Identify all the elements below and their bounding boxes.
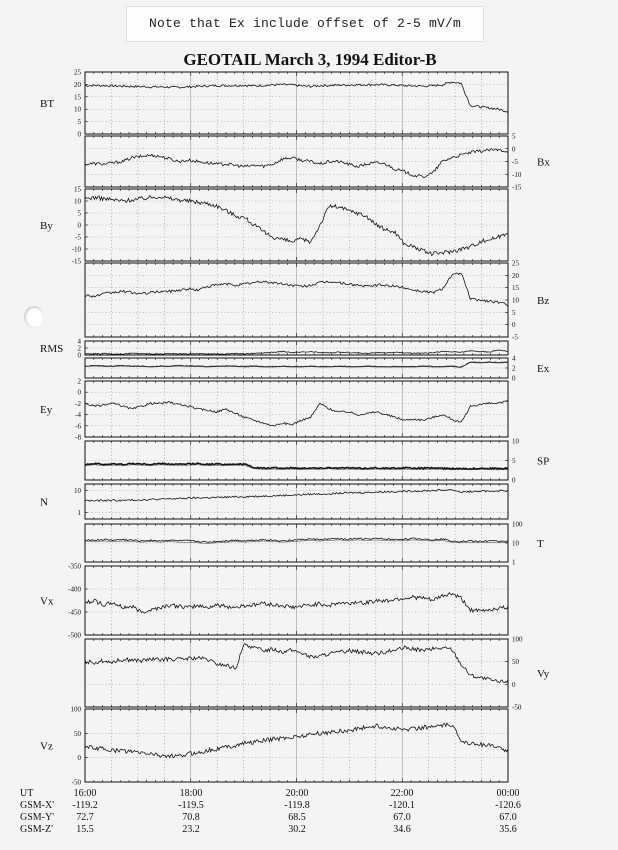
panel-ex-label: Ex <box>537 363 550 375</box>
panel-bz-tick-3: 10 <box>512 296 519 305</box>
panel-bt-tick-2: 15 <box>74 93 81 102</box>
panel-ey-tick-1: 0 <box>77 388 81 397</box>
footer-y-1: 70.8 <box>182 812 200 823</box>
panel-vx-grid <box>85 566 508 635</box>
panel-rms-tick-2: 0 <box>77 351 81 360</box>
panel-bx-tick-2: -5 <box>512 158 518 166</box>
panel-bz-tick-5: 0 <box>512 321 516 330</box>
panel-vy-label: Vy <box>537 668 550 680</box>
panel-n-tick-1: 1 <box>77 508 81 517</box>
panel-ey-tick-5: -8 <box>75 433 81 442</box>
panel-ex <box>85 355 550 383</box>
footer-ut-4: 00:00 <box>496 788 520 799</box>
footer-ut-1: 18:00 <box>179 788 203 799</box>
panel-vz-tick-3: -50 <box>71 778 81 787</box>
panel-vx-label: Vx <box>40 595 54 608</box>
panel-vz-label: Vz <box>40 740 53 753</box>
panel-by-tick-3: 0 <box>77 221 81 230</box>
panel-bz-grid <box>85 263 508 337</box>
footer-table <box>0 786 618 846</box>
panel-vz-grid <box>85 709 508 782</box>
panel-bt-label: BT <box>40 98 55 110</box>
panel-t-tick-2: 1 <box>512 558 516 567</box>
footer-y-3: 67.0 <box>393 812 411 823</box>
panel-ey-tick-4: -6 <box>75 422 81 431</box>
footer-x-3: -120.1 <box>389 800 415 811</box>
panel-bz-tick-0: 25 <box>512 259 519 268</box>
panel-rms-label: RMS <box>40 343 64 355</box>
panel-sp-tick-1: 5 <box>512 457 516 465</box>
panel-rms <box>40 338 508 360</box>
footer-x-4: -120.6 <box>495 800 521 811</box>
panel-by-tick-6: -15 <box>71 257 81 266</box>
panel-t-tick-1: 10 <box>512 539 519 548</box>
panel-bz-tick-2: 15 <box>512 284 519 293</box>
panel-by-tick-0: 15 <box>74 185 81 194</box>
footer-z-2: 30.2 <box>288 824 306 835</box>
footer-z-0: 15.5 <box>76 824 94 835</box>
panel-vy-tick-1: 50 <box>512 658 519 667</box>
panel-rms-tick-0: 4 <box>77 337 81 346</box>
page-title: GEOTAIL March 3, 1994 Editor-B <box>183 50 437 69</box>
panel-t-label: T <box>537 538 544 550</box>
panel-rms-tick-1: 2 <box>77 344 81 353</box>
footer-label-ut: UT <box>20 788 34 799</box>
footer-z-3: 34.6 <box>393 824 411 835</box>
panel-bx-tick-1: 0 <box>512 145 516 154</box>
panel-vx-tick-0: -350 <box>68 562 81 571</box>
footer-ut-0: 16:00 <box>73 788 97 799</box>
panel-vz-tick-2: 0 <box>77 754 81 763</box>
panel-ey-grid <box>85 381 508 437</box>
footer-ut-3: 22:00 <box>390 788 414 799</box>
panel-vy <box>85 636 550 712</box>
panel-ey-tick-3: -4 <box>75 411 81 420</box>
panel-t-grid <box>85 524 508 562</box>
panel-by-tick-5: -10 <box>71 245 81 254</box>
panel-bt-tick-0: 25 <box>74 68 81 77</box>
panel-ey-label: Ey <box>40 404 53 416</box>
footer-z-4: 35.6 <box>499 824 517 835</box>
panel-bz-tick-1: 20 <box>512 271 519 280</box>
note-banner: Note that Ex include offset of 2-5 mV/m <box>126 6 484 42</box>
panel-sp-tick-2: 0 <box>512 476 516 485</box>
footer-x-0: -119.2 <box>72 800 98 811</box>
panel-bz-tick-4: 5 <box>512 308 516 317</box>
panel-sp-grid <box>85 441 508 480</box>
panel-bx-tick-3: -10 <box>512 170 522 179</box>
panel-sp-tick-0: 10 <box>512 437 519 446</box>
footer-y-2: 68.5 <box>288 812 306 823</box>
panel-sp <box>85 438 549 485</box>
panel-by-grid <box>85 189 508 261</box>
panel-ex-tick-1: 2 <box>512 364 516 373</box>
footer-label-gsm-x: GSM-X' <box>20 800 55 811</box>
panel-bx-tick-0: 5 <box>512 132 516 141</box>
footer-y-0: 72.7 <box>76 812 94 823</box>
panel-bt-tick-5: 0 <box>77 130 81 139</box>
panel-by-tick-4: -5 <box>75 233 81 242</box>
panel-by-tick-1: 10 <box>74 197 81 206</box>
panel-bx <box>85 133 550 192</box>
footer-z-1: 23.2 <box>182 824 200 835</box>
panel-t-tick-0: 100 <box>512 520 523 529</box>
panel-bt-grid <box>85 72 508 134</box>
panel-bx-tick-4: -15 <box>512 183 522 192</box>
panel-bt-tick-1: 20 <box>74 80 81 89</box>
panel-vy-tick-0: 100 <box>512 635 523 644</box>
panel-ey-tick-0: 2 <box>77 377 81 386</box>
footer-x-1: -119.5 <box>178 800 204 811</box>
panel-vx-tick-1: -400 <box>68 585 81 594</box>
punch-hole <box>24 306 44 328</box>
panel-by-tick-2: 5 <box>77 209 81 218</box>
panel-n-tick-0: 10 <box>74 487 81 496</box>
footer-ut-2: 20:00 <box>285 788 309 799</box>
panel-ey <box>40 378 508 442</box>
footer-y-4: 67.0 <box>499 812 517 823</box>
panel-vy-tick-2: 0 <box>512 680 516 689</box>
panel-ex-tick-2: 0 <box>512 374 516 383</box>
panel-bx-label: Bx <box>537 156 550 169</box>
panel-bt-tick-4: 5 <box>77 118 81 127</box>
panel-by-label: By <box>40 220 53 232</box>
footer-x-2: -119.8 <box>284 800 310 811</box>
panel-by <box>40 186 508 266</box>
panel-vz-tick-0: 100 <box>70 705 81 714</box>
panel-vx-tick-3: -500 <box>68 631 81 640</box>
panel-vz-tick-1: 50 <box>74 729 81 738</box>
panel-bx-grid <box>85 136 508 187</box>
panel-ex-tick-0: 4 <box>512 354 516 363</box>
panel-bt <box>40 69 508 139</box>
panel-n-grid <box>85 484 508 519</box>
panel-vx <box>40 563 508 640</box>
panel-n <box>40 484 508 519</box>
panel-bz <box>85 260 549 342</box>
panel-sp-label: SP <box>537 455 550 468</box>
panel-bz-tick-6: -5 <box>512 333 518 342</box>
footer-label-gsm-z: GSM-Z' <box>20 824 53 835</box>
panel-n-label: N <box>40 496 48 509</box>
panel-vx-tick-2: -450 <box>68 608 81 617</box>
panel-bz-label: Bz <box>537 295 550 307</box>
panel-ey-tick-2: -2 <box>75 399 81 408</box>
panel-vy-grid <box>85 639 508 707</box>
panel-vy-tick-3: -50 <box>512 703 522 712</box>
footer-label-gsm-y: GSM-Y' <box>20 812 55 823</box>
panel-vz <box>40 706 508 787</box>
panel-t <box>85 521 544 567</box>
panel-bt-tick-3: 10 <box>74 105 81 114</box>
